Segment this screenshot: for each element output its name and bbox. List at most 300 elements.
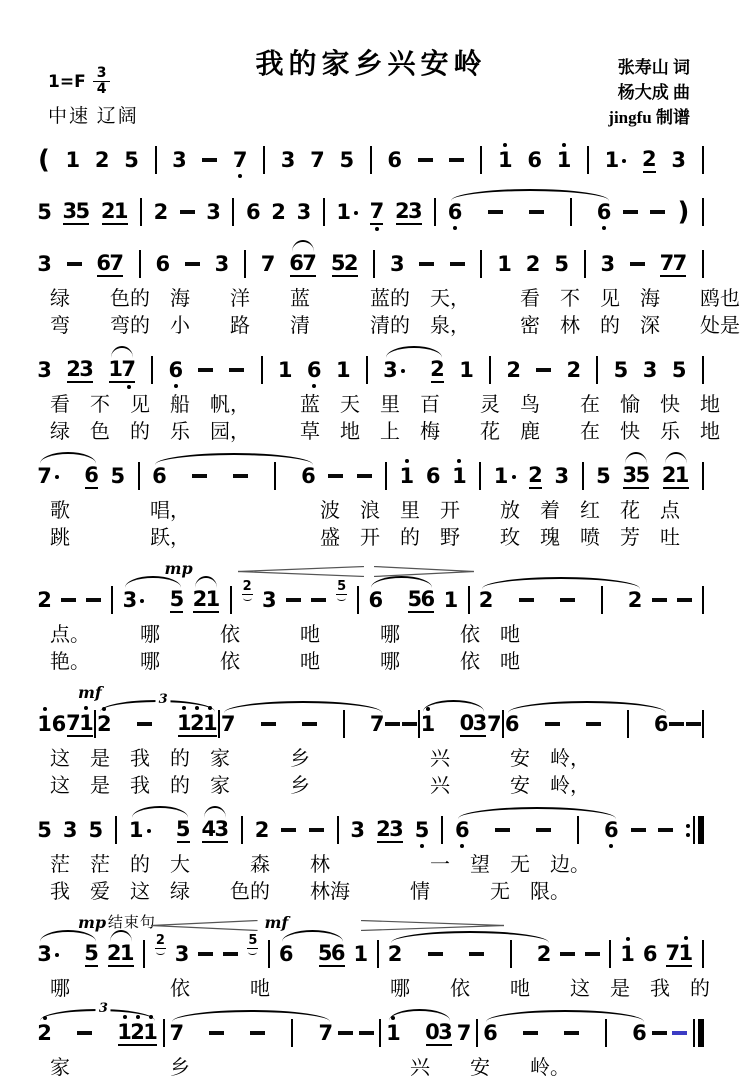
octave-dots-below [67, 383, 93, 390]
octave-dots-below [38, 224, 51, 231]
notes-row [38, 808, 704, 852]
repeat-end-barline [686, 816, 704, 844]
octave-dots-above [388, 141, 401, 148]
note-digits: 6 7 [289, 251, 317, 275]
close-paren: ) [677, 197, 690, 227]
slur-arc [508, 701, 666, 714]
note-digits: 7 1 [66, 711, 94, 735]
octave-dots-above [340, 141, 353, 148]
octave-dots-above [341, 193, 354, 200]
duration-dash [523, 1031, 538, 1034]
note [173, 141, 186, 179]
octave-dots-below [354, 966, 367, 973]
slur-group [389, 935, 551, 973]
note-digits: 3 [206, 200, 221, 224]
grace-slur [243, 595, 252, 601]
dash [652, 1031, 667, 1034]
note-digits: 7 [487, 712, 502, 736]
note-digits: 2 [642, 147, 657, 171]
duration-dash [328, 474, 343, 477]
note [416, 811, 429, 849]
dash [209, 1031, 224, 1034]
note-digits: 3 [600, 252, 616, 276]
octave-dots-above [351, 811, 364, 818]
barline [582, 462, 584, 490]
barline [601, 586, 603, 614]
dash [519, 598, 534, 601]
note-digits: 1 [556, 148, 572, 172]
duration-dash [359, 1031, 374, 1034]
note-digits: 5 [37, 818, 52, 842]
octave-dots-above [396, 192, 422, 199]
octave-dots-below [89, 842, 102, 849]
duration-dash [223, 952, 238, 955]
duration-dash [560, 952, 575, 955]
octave-dots-below [319, 1045, 332, 1052]
note [247, 193, 260, 231]
lyrics-line: 艳。 哪 依 吔 哪 依 吔 [50, 651, 520, 673]
note-digits: 3 [172, 148, 187, 172]
transcriber-credit: jingfu 制谱 [608, 108, 690, 127]
octave-dots-above [38, 351, 51, 358]
music-system [0, 138, 742, 182]
sheet-header [0, 0, 742, 138]
note [597, 457, 610, 495]
dynamics-row [38, 684, 704, 702]
note [499, 141, 512, 179]
note [63, 192, 89, 232]
slur-group [96, 692, 218, 744]
octave-dots-below [42, 488, 55, 495]
octave-dots-below [527, 276, 540, 283]
octave-dots-above [154, 193, 167, 200]
lyrics-line: 点。 哪 依 吔 哪 依 吔 [50, 624, 520, 646]
note-digits: 7 [369, 712, 385, 736]
duration-dash [672, 1031, 687, 1034]
lyrics-line: 弯 弯的 小 路 清 清的 泉， 密 林 的 深 处是 [50, 315, 740, 337]
octave-dots-below [558, 172, 571, 179]
barline [138, 462, 140, 490]
octave-dots-below [507, 382, 520, 389]
slur-group [387, 1013, 452, 1053]
octave-dots-below [279, 382, 292, 389]
note-digits: 3 [642, 358, 658, 382]
octave-dots-above [38, 705, 51, 712]
note [215, 245, 228, 283]
note-digits: 5 [124, 148, 139, 172]
octave-dots-below [643, 173, 656, 180]
octave-dots-below [125, 172, 138, 179]
octave-dots-below [297, 224, 310, 231]
octave-dots-above [173, 141, 186, 148]
note [370, 192, 383, 232]
note-digits: 5 6 [407, 587, 436, 611]
octave-dot [503, 143, 507, 147]
dash [631, 828, 646, 831]
barline [373, 250, 375, 278]
octave-dots-below [308, 382, 321, 389]
octave-dots-above [308, 351, 321, 358]
octave-dot [626, 937, 630, 941]
note [96, 141, 109, 179]
octave-dots-above [97, 244, 123, 251]
decrescendo-hairpin [361, 918, 504, 929]
duration-dash [536, 368, 551, 371]
slur-arc [389, 1009, 450, 1022]
song-title: 我的家乡兴安岭 [255, 49, 487, 80]
octave-dots-below [102, 225, 128, 232]
barline [163, 1019, 165, 1047]
dash [359, 1031, 374, 1034]
note-digits: 6 [632, 1021, 647, 1045]
slur-arc [486, 1010, 644, 1023]
octave-dots-above [215, 245, 228, 252]
dash [67, 262, 82, 265]
note [605, 141, 626, 179]
augmentation-dot [512, 475, 516, 479]
octave-dots-below [280, 966, 293, 973]
octave-dots-below [52, 736, 65, 743]
slur-group [456, 811, 618, 849]
octave-dots-below [388, 172, 401, 179]
octave-dots-below [176, 966, 189, 973]
note-digits: 6 [51, 712, 67, 736]
octave-dots-below [173, 172, 186, 179]
octave-dots-below [601, 276, 614, 283]
duration-dash [286, 598, 301, 601]
octave-dots-below [63, 225, 89, 232]
note-digits: 5 [596, 464, 611, 488]
tempo-marking: 中速 辽阔 [48, 106, 139, 127]
lyrics-line: 茫 茫 的 大 森 林 一 望 无 边。 [50, 854, 590, 876]
octave-dots-above [247, 193, 260, 200]
note-digits: 2 [528, 463, 543, 487]
duration-dash [402, 722, 417, 725]
note [354, 935, 367, 973]
octave-dots-above [332, 244, 358, 251]
note-digits: 6 [527, 148, 543, 172]
note-digits: 3 5 [622, 463, 651, 487]
note [528, 141, 541, 179]
note [67, 704, 93, 744]
barline [377, 940, 379, 968]
dash [328, 474, 343, 477]
barline [139, 250, 141, 278]
note-digits: 1 [37, 712, 52, 736]
note [498, 245, 511, 283]
octave-dots-below [169, 382, 182, 389]
duration-dash [77, 1031, 92, 1034]
barline [370, 146, 372, 174]
octave-dots-below [377, 843, 403, 850]
octave-dots-below [369, 612, 382, 619]
dash [223, 952, 238, 955]
music-system [0, 914, 742, 1003]
note-digits: 6 [152, 464, 167, 488]
dash [450, 262, 465, 265]
slur-group [153, 457, 315, 495]
note-digits: 3 [350, 818, 366, 842]
dash [198, 368, 213, 371]
grace-slur [248, 949, 257, 955]
note-digits: 6 [155, 252, 171, 276]
octave-dots-below [388, 382, 401, 389]
duration-dash [419, 262, 434, 265]
slur-arc [451, 189, 609, 202]
barline [155, 146, 157, 174]
octave-dots-above [256, 811, 269, 818]
octave-dots-below [85, 489, 98, 496]
time-numerator: 3 [93, 66, 111, 82]
dash [250, 1031, 265, 1034]
note-digits: 2 [627, 588, 643, 612]
octave-dots-below [351, 842, 364, 849]
note-digits: 2 [506, 358, 521, 382]
octave-dots-above [444, 581, 457, 588]
octave-dots-below [426, 1046, 452, 1053]
octave-dots-below [605, 842, 618, 849]
note [311, 141, 324, 179]
duration-dash [86, 598, 101, 601]
octave-dots-below [644, 382, 657, 389]
note-digits: 2 1 [100, 199, 129, 223]
octave-dots-below [222, 736, 235, 743]
grace-note-after: 5 [247, 934, 258, 955]
note-digits: 1 [493, 464, 509, 488]
barline [357, 586, 359, 614]
music-system [0, 454, 742, 552]
octave-dots-above [38, 193, 51, 200]
note-digits: 7 [318, 1021, 334, 1045]
note-digits: 2 [566, 358, 582, 382]
barline [261, 356, 263, 384]
note [444, 581, 457, 619]
duration-dash [180, 210, 195, 213]
octave-dots-below [256, 842, 269, 849]
barline [627, 710, 629, 738]
note-digits: 4 3 [201, 817, 230, 841]
octave-dots-below [127, 612, 140, 619]
octave-dot [238, 174, 242, 178]
note [644, 351, 657, 389]
octave-dots-below [400, 488, 413, 495]
octave-dots-below [340, 172, 353, 179]
augmentation-dot [140, 599, 144, 603]
note [38, 811, 51, 849]
octave-dots-above [262, 245, 275, 252]
octave-dots-below [234, 172, 247, 179]
note-digits: 2 1 [106, 941, 135, 965]
time-signature [93, 66, 111, 97]
note [67, 350, 93, 390]
dash [672, 1031, 687, 1034]
note-digits: 7 [37, 464, 52, 488]
note-digits: 6 [642, 942, 658, 966]
octave-dots-above [125, 141, 138, 148]
dash [536, 368, 551, 371]
dash [338, 1031, 353, 1034]
octave-dots-below [633, 1045, 646, 1052]
tuplet-number: 3 [96, 1001, 111, 1016]
dash [686, 722, 701, 725]
note [672, 141, 685, 179]
barline [510, 940, 512, 968]
octave-dots-below [629, 612, 642, 619]
notes-row [38, 578, 704, 622]
note [125, 141, 138, 179]
octave-dots-above [498, 245, 511, 252]
octave-dot [562, 143, 566, 147]
duration-dash [669, 722, 684, 725]
note [38, 581, 51, 619]
octave-dots-below [109, 383, 135, 390]
duration-dash [261, 722, 276, 725]
note [453, 457, 466, 495]
slur-group [484, 1014, 646, 1052]
octave-dots-below [170, 613, 183, 620]
barline [702, 940, 704, 968]
note [458, 1014, 471, 1052]
octave-dots-above [234, 141, 247, 148]
octave-dots-above [391, 245, 404, 252]
dash [419, 262, 434, 265]
duration-dash [202, 158, 217, 161]
octave-dots-below [66, 172, 79, 179]
lyrics-line: 歌 唱， 波 浪 里 开 放 着 红 花 点 [50, 500, 680, 522]
octave-dots-above [597, 457, 610, 464]
final-barline [693, 1019, 704, 1047]
note [601, 245, 614, 283]
barline [702, 462, 704, 490]
octave-dots-above [529, 456, 542, 463]
duration-dash [495, 828, 510, 831]
octave-dots-below [666, 967, 692, 974]
note [673, 351, 686, 389]
duration-dash [519, 598, 534, 601]
octave-dots-above [555, 245, 568, 252]
note-digits: 6 [306, 358, 322, 382]
dash [428, 952, 443, 955]
note [38, 245, 51, 283]
note-digits: 6 [504, 712, 520, 736]
slur-group [623, 456, 649, 496]
duration-dash [529, 210, 544, 213]
note [263, 581, 276, 619]
barline [268, 940, 270, 968]
octave-dots-above [169, 351, 182, 358]
dynamic-marking: mf [77, 683, 102, 702]
duration-dash [311, 598, 326, 601]
dynamic-marking: mp [164, 559, 193, 578]
barline [151, 356, 153, 384]
duration-dash [209, 1031, 224, 1034]
barline [577, 816, 579, 844]
note-digits: 1 [336, 200, 351, 224]
note-digits: 3 [671, 148, 687, 172]
dash [261, 722, 276, 725]
music-system [0, 808, 742, 906]
note-digits: 5 [414, 818, 430, 842]
octave-dots-below [170, 1045, 183, 1052]
octave-dots-below [290, 277, 316, 284]
barline [476, 1019, 478, 1047]
octave-dots-above [601, 245, 614, 252]
duration-dash [61, 598, 76, 601]
dash [630, 262, 645, 265]
slur-group [449, 193, 611, 231]
octave-dots-above [507, 351, 520, 358]
octave-dots-above [337, 351, 350, 358]
lyrics-line: 这 是 我 的 家 乡 兴 安 岭， [50, 748, 590, 770]
octave-dots-below [458, 1045, 471, 1052]
note [38, 351, 51, 389]
octave-dots-below [484, 1045, 497, 1052]
dash [677, 598, 692, 601]
note-digits: 0 3 [459, 711, 488, 735]
augmentation-dot [55, 953, 59, 957]
dash [402, 722, 417, 725]
barline [702, 250, 704, 278]
note-digits: 1 2 1 [117, 1020, 158, 1044]
lyricist-credit: 张寿山 词 [617, 58, 690, 77]
barline [596, 356, 598, 384]
octave-dots-above [488, 705, 501, 712]
dash [418, 158, 433, 161]
key-signature [48, 66, 110, 97]
barline [702, 586, 704, 614]
note [495, 457, 516, 495]
key-label: 1=F [48, 71, 86, 92]
music-system [0, 190, 742, 234]
note-digits: 5 [37, 200, 52, 224]
note [666, 934, 692, 974]
octave-dots-below [272, 224, 285, 231]
octave-dots-below [408, 613, 434, 620]
octave-dot [127, 385, 131, 389]
note-digits: 6 [387, 148, 402, 172]
note [351, 811, 364, 849]
note-digits: 6 [368, 588, 384, 612]
duration-dash [652, 1031, 667, 1034]
note-digits: 5 [88, 818, 104, 842]
note-digits: 3 [174, 942, 190, 966]
octave-dot [609, 844, 613, 848]
octave-dots-below [337, 382, 350, 389]
barline [140, 198, 142, 226]
note-digits: 1 [443, 588, 459, 612]
octave-dots-below [156, 276, 169, 283]
octave-dots-below [529, 489, 542, 496]
octave-dots-below [598, 224, 611, 231]
octave-dots-below [319, 967, 345, 974]
slur-arc [458, 807, 616, 820]
note [555, 457, 568, 495]
octave-dots-below [644, 966, 657, 973]
note-digits: 5 [169, 587, 185, 611]
octave-dots-below [488, 736, 501, 743]
duration-dash [198, 952, 213, 955]
note [558, 141, 571, 179]
octave-dot [375, 227, 379, 231]
barline [343, 710, 345, 738]
barline [323, 198, 325, 226]
note [507, 351, 520, 389]
octave-dots-above [38, 245, 51, 252]
duration-dash [233, 474, 248, 477]
note-digits: 1 [128, 818, 144, 842]
dash [652, 598, 667, 601]
octave-dot [602, 226, 606, 230]
